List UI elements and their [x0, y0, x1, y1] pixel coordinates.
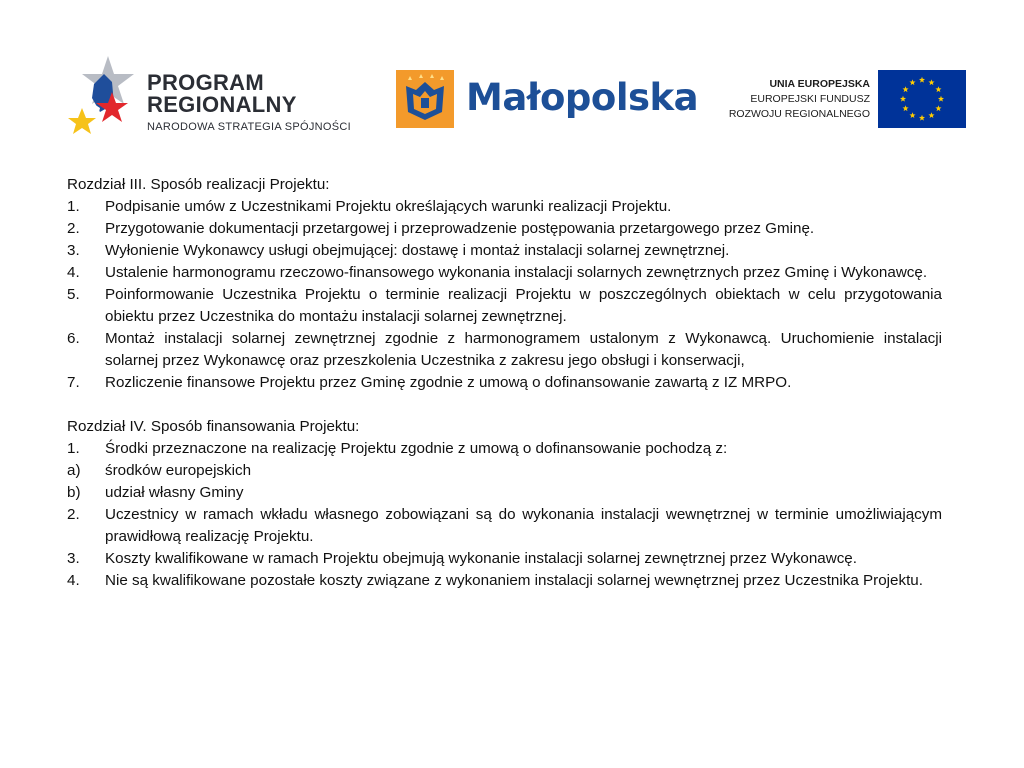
list-item-text: Montaż instalacji solarnej zewnętrznej zgodnie z harmonogramem ustalonym z Wykonawcą. Uruchomienie instalacji solarnej przez Wykonawcę oraz przeszkolenia Uczestnika z zakresu jego obsługi i konserwacji,	[105, 330, 942, 369]
eu-flag-icon	[878, 70, 966, 128]
list-marker: 4.	[67, 572, 80, 589]
list-item	[67, 504, 942, 548]
list-item-text: udział własny Gminy	[105, 484, 244, 501]
program-logo-line3: NARODOWA STRATEGIA SPÓJNOŚCI	[147, 121, 351, 133]
list-item-text: środków europejskich	[105, 462, 252, 479]
list-item-text: Koszty kwalifikowane w ramach Projektu obejmują wykonanie instalacji solarnej zewnętrznej przez Wykonawcę.	[105, 550, 857, 567]
malopolska-crest-icon	[396, 70, 454, 128]
list-item	[67, 460, 942, 482]
list-marker: 4.	[67, 264, 80, 281]
list-marker: b)	[67, 484, 81, 501]
list-item	[67, 262, 942, 284]
list-item-text: Rozliczenie finansowe Projektu przez Gminę zgodnie z umową o dofinansowanie zawartą z IZ MRPO.	[105, 374, 792, 391]
list-item	[67, 284, 942, 328]
list-item-text: Uczestnicy w ramach wkładu własnego zobowiązani są do wykonania instalacji wewnętrznej w terminie umożliwiającym prawidłową realizację Projektu.	[105, 506, 942, 545]
list-marker: 2.	[67, 220, 80, 237]
program-logo-line2: REGIONALNY	[147, 92, 297, 117]
list-item-text: Środki przeznaczone na realizację Projektu zgodnie z umową o dofinansowanie pochodzą z:	[105, 440, 728, 457]
document-body	[67, 174, 942, 592]
list-item	[67, 482, 942, 504]
list-item-text: Nie są kwalifikowane pozostałe koszty związane z wykonaniem instalacji solarnej wewnętrznej przez Uczestnika Projektu.	[105, 572, 923, 589]
eu-logo	[720, 70, 966, 130]
list-item	[67, 218, 942, 240]
list-marker: 3.	[67, 242, 80, 259]
eu-logo-line2: EUROPEJSKI FUNDUSZ	[750, 93, 870, 105]
list-item	[67, 372, 942, 394]
list-marker: 1.	[67, 198, 80, 215]
section-list	[67, 438, 942, 592]
program-regionalny-logo	[64, 52, 364, 144]
section-4	[67, 416, 942, 592]
section-title: Rozdział IV. Sposób finansowania Projektu:	[67, 418, 360, 435]
section-list	[67, 196, 942, 394]
malopolska-logo	[396, 70, 699, 130]
list-item	[67, 328, 942, 372]
list-item	[67, 548, 942, 570]
list-marker: a)	[67, 462, 81, 479]
program-logo-line1: PROGRAM	[147, 70, 264, 95]
list-item	[67, 196, 942, 218]
list-marker: 7.	[67, 374, 80, 391]
list-item-text: Ustalenie harmonogramu rzeczowo-finansowego wykonania instalacji solarnych zewnętrznych przez Gminę i Wykonawcę.	[105, 264, 928, 281]
list-marker: 3.	[67, 550, 80, 567]
section-title: Rozdział III. Sposób realizacji Projektu:	[67, 176, 330, 193]
list-item	[67, 570, 942, 592]
list-item-text: Podpisanie umów z Uczestnikami Projektu określających warunki realizacji Projektu.	[105, 198, 672, 215]
list-marker: 6.	[67, 330, 80, 347]
list-item-text: Przygotowanie dokumentacji przetargowej i przeprowadzenie postępowania przetargowego przez Gminę.	[105, 220, 815, 237]
list-item-text: Wyłonienie Wykonawcy usługi obejmującej: dostawę i montaż instalacji solarnej zewnętrznej.	[105, 242, 730, 259]
list-item-text: Poinformowanie Uczestnika Projektu o terminie realizacji Projektu w poszczególnych obiektach w celu przygotowania obiektu przez Uczestnika do montażu instalacji solarnej zewnętrznej.	[105, 286, 942, 325]
list-item	[67, 240, 942, 262]
list-marker: 5.	[67, 286, 80, 303]
list-marker: 2.	[67, 506, 80, 523]
malopolska-name: Małopolska	[466, 76, 699, 119]
stars-logo-icon	[64, 52, 144, 144]
section-spacer	[67, 394, 942, 416]
eu-logo-line1: UNIA EUROPEJSKA	[769, 78, 870, 90]
list-marker: 1.	[67, 440, 80, 457]
section-3	[67, 174, 942, 394]
eu-logo-line3: ROZWOJU REGIONALNEGO	[728, 108, 870, 120]
list-item	[67, 438, 942, 460]
